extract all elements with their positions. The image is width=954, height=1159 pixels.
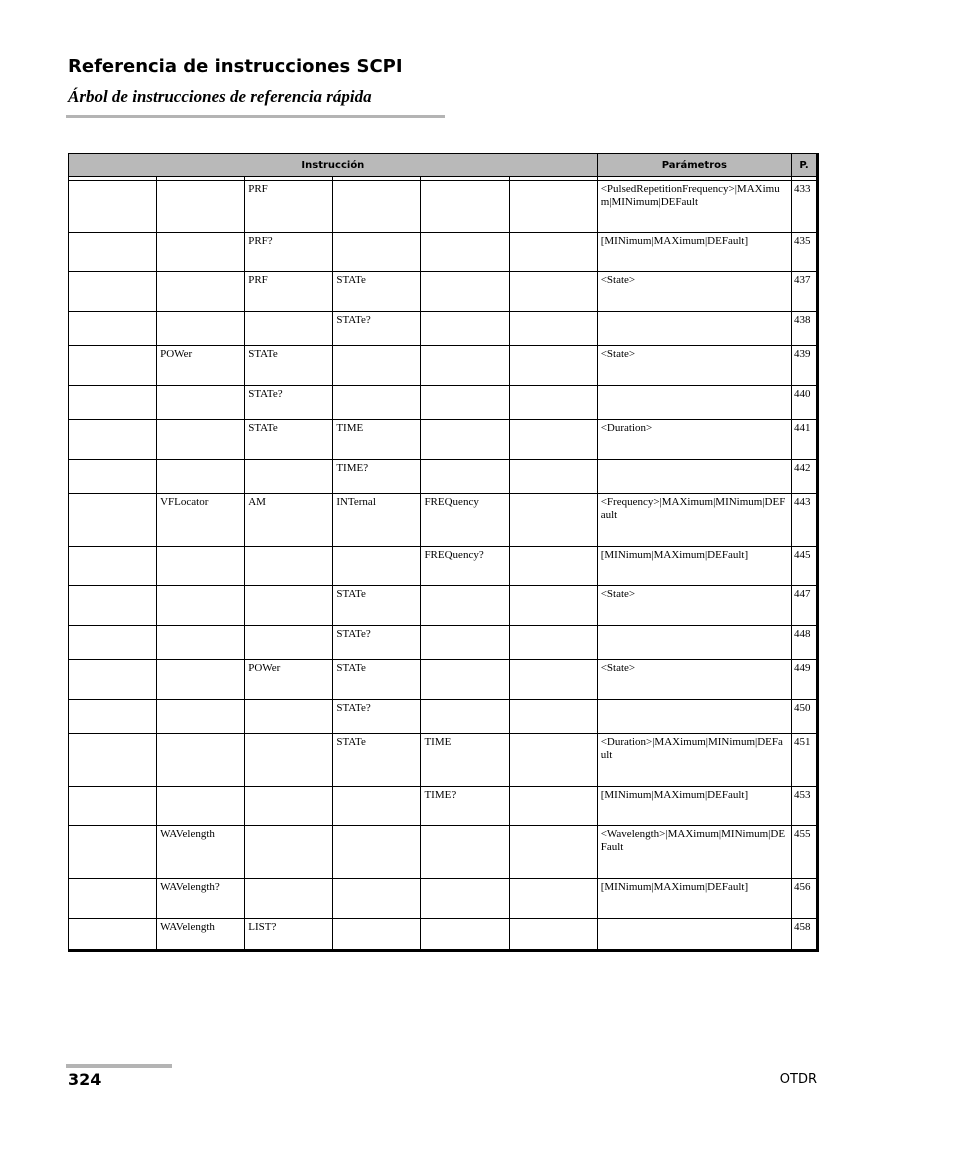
instruction-level-3-cell <box>245 700 333 734</box>
instruction-level-2-cell <box>157 700 245 734</box>
instruction-level-2-cell <box>157 787 245 826</box>
instruction-level-1-cell <box>69 826 157 879</box>
instruction-level-2-cell <box>157 272 245 312</box>
instruction-level-4-cell <box>333 787 421 826</box>
instruction-level-6-cell <box>509 272 597 312</box>
instruction-level-4-cell <box>333 919 421 951</box>
page-cell: 443 <box>791 494 817 547</box>
instruction-level-6-cell <box>509 420 597 460</box>
instruction-level-1-cell <box>69 660 157 700</box>
instruction-level-6-cell <box>509 586 597 626</box>
page-cell: 441 <box>791 420 817 460</box>
instruction-level-2-cell <box>157 734 245 787</box>
instruction-level-6-cell <box>509 312 597 346</box>
table-row <box>69 233 818 272</box>
instruction-level-5-cell <box>421 586 509 626</box>
instruction-level-4-cell <box>333 346 421 386</box>
table-row <box>69 826 818 879</box>
instruction-level-6-cell <box>509 826 597 879</box>
footer-rule <box>66 1064 172 1068</box>
instruction-level-1-cell <box>69 547 157 586</box>
instruction-level-4-cell <box>333 879 421 919</box>
instruction-level-5-cell: TIME? <box>421 787 509 826</box>
instruction-level-3-cell <box>245 547 333 586</box>
header-parameters: Parámetros <box>597 154 791 177</box>
instruction-level-3-cell <box>245 586 333 626</box>
parameters-cell: [MINimum|MAXimum|DEFault] <box>597 879 791 919</box>
instruction-level-1-cell <box>69 312 157 346</box>
table-header-row <box>69 154 818 177</box>
instruction-level-2-cell <box>157 547 245 586</box>
instruction-level-3-cell <box>245 787 333 826</box>
instruction-level-6-cell <box>509 626 597 660</box>
table-row <box>69 586 818 626</box>
instruction-level-6-cell <box>509 181 597 233</box>
parameters-cell <box>597 919 791 951</box>
instruction-level-3-cell: STATe <box>245 420 333 460</box>
header-instruction: Instrucción <box>69 154 598 177</box>
instruction-level-6-cell <box>509 547 597 586</box>
instruction-level-2-cell <box>157 420 245 460</box>
parameters-cell <box>597 386 791 420</box>
instruction-level-3-cell <box>245 312 333 346</box>
instruction-level-6-cell <box>509 660 597 700</box>
parameters-cell <box>597 312 791 346</box>
instruction-level-4-cell: STATe <box>333 272 421 312</box>
instruction-level-3-cell: AM <box>245 494 333 547</box>
instruction-level-2-cell <box>157 312 245 346</box>
parameters-cell: [MINimum|MAXimum|DEFault] <box>597 547 791 586</box>
instruction-level-1-cell <box>69 181 157 233</box>
page-cell: 439 <box>791 346 817 386</box>
instruction-level-4-cell <box>333 233 421 272</box>
instruction-level-6-cell <box>509 346 597 386</box>
parameters-cell: <State> <box>597 586 791 626</box>
parameters-cell: <PulsedRepetitionFrequency>|MAXimum|MINimum|DEFault <box>597 181 791 233</box>
parameters-cell: <State> <box>597 660 791 700</box>
instruction-level-5-cell <box>421 386 509 420</box>
instruction-level-4-cell: STATe? <box>333 626 421 660</box>
instruction-level-1-cell <box>69 460 157 494</box>
instruction-level-3-cell: PRF <box>245 272 333 312</box>
instruction-level-2-cell <box>157 586 245 626</box>
instruction-level-3-cell: PRF <box>245 181 333 233</box>
product-name: OTDR <box>779 1072 817 1087</box>
table-row <box>69 547 818 586</box>
table-row <box>69 272 818 312</box>
instruction-level-4-cell: TIME <box>333 420 421 460</box>
table-row <box>69 734 818 787</box>
table-row <box>69 494 818 547</box>
page-cell: 433 <box>791 181 817 233</box>
instruction-level-4-cell <box>333 386 421 420</box>
page-cell: 455 <box>791 826 817 879</box>
page-title: Referencia de instrucciones SCPI <box>68 56 403 77</box>
instruction-level-1-cell <box>69 346 157 386</box>
table-row <box>69 879 818 919</box>
instruction-level-5-cell <box>421 272 509 312</box>
parameters-cell: <Duration> <box>597 420 791 460</box>
page-number: 324 <box>68 1070 102 1089</box>
instruction-level-5-cell <box>421 420 509 460</box>
page-cell: 445 <box>791 547 817 586</box>
parameters-cell: [MINimum|MAXimum|DEFault] <box>597 787 791 826</box>
instruction-level-4-cell <box>333 547 421 586</box>
instruction-level-5-cell <box>421 181 509 233</box>
table-row <box>69 312 818 346</box>
instruction-level-5-cell <box>421 460 509 494</box>
page-cell: 447 <box>791 586 817 626</box>
table-row <box>69 181 818 233</box>
page-cell: 449 <box>791 660 817 700</box>
instruction-level-3-cell <box>245 879 333 919</box>
instruction-level-6-cell <box>509 787 597 826</box>
instruction-level-5-cell <box>421 700 509 734</box>
instruction-level-2-cell: WAVelength <box>157 826 245 879</box>
instruction-level-5-cell <box>421 626 509 660</box>
instruction-level-6-cell <box>509 233 597 272</box>
instruction-level-1-cell <box>69 272 157 312</box>
instruction-level-6-cell <box>509 734 597 787</box>
instruction-level-1-cell <box>69 700 157 734</box>
instruction-level-5-cell: TIME <box>421 734 509 787</box>
instruction-level-1-cell <box>69 494 157 547</box>
instruction-level-2-cell <box>157 386 245 420</box>
header-page: P. <box>791 154 817 177</box>
parameters-cell: <Frequency>|MAXimum|MINimum|DEFault <box>597 494 791 547</box>
parameters-cell <box>597 460 791 494</box>
instruction-level-6-cell <box>509 879 597 919</box>
table-body <box>69 177 818 951</box>
instruction-level-1-cell <box>69 879 157 919</box>
page-cell: 448 <box>791 626 817 660</box>
instruction-level-4-cell: INTernal <box>333 494 421 547</box>
instruction-level-3-cell: STATe? <box>245 386 333 420</box>
instruction-level-2-cell: WAVelength? <box>157 879 245 919</box>
instruction-level-4-cell: STATe <box>333 660 421 700</box>
page-cell: 458 <box>791 919 817 951</box>
instruction-level-4-cell: STATe <box>333 734 421 787</box>
parameters-cell: <State> <box>597 272 791 312</box>
table-row <box>69 700 818 734</box>
instruction-level-2-cell <box>157 460 245 494</box>
table-row <box>69 660 818 700</box>
instruction-level-1-cell <box>69 386 157 420</box>
instruction-table <box>68 153 819 952</box>
instruction-level-6-cell <box>509 460 597 494</box>
instruction-level-5-cell <box>421 660 509 700</box>
instruction-level-4-cell: STATe? <box>333 312 421 346</box>
instruction-level-6-cell <box>509 386 597 420</box>
instruction-level-6-cell <box>509 700 597 734</box>
table-row <box>69 420 818 460</box>
instruction-level-6-cell <box>509 494 597 547</box>
page-cell: 435 <box>791 233 817 272</box>
instruction-level-2-cell: WAVelength <box>157 919 245 951</box>
instruction-level-2-cell <box>157 660 245 700</box>
instruction-level-5-cell: FREQuency? <box>421 547 509 586</box>
instruction-level-5-cell: FREQuency <box>421 494 509 547</box>
instruction-level-3-cell <box>245 734 333 787</box>
parameters-cell: <Wavelength>|MAXimum|MINimum|DEFault <box>597 826 791 879</box>
header-rule <box>66 115 445 118</box>
instruction-level-5-cell <box>421 879 509 919</box>
instruction-level-1-cell <box>69 734 157 787</box>
instruction-level-5-cell <box>421 826 509 879</box>
page-cell: 437 <box>791 272 817 312</box>
instruction-level-3-cell: STATe <box>245 346 333 386</box>
table-row <box>69 787 818 826</box>
instruction-level-1-cell <box>69 787 157 826</box>
instruction-level-4-cell: STATe? <box>333 700 421 734</box>
instruction-level-3-cell <box>245 826 333 879</box>
instruction-level-1-cell <box>69 586 157 626</box>
table-row <box>69 460 818 494</box>
table-row <box>69 346 818 386</box>
parameters-cell: <Duration>|MAXimum|MINimum|DEFault <box>597 734 791 787</box>
table-row <box>69 919 818 951</box>
section-subtitle: Árbol de instrucciones de referencia rápida <box>68 87 372 106</box>
page-cell: 442 <box>791 460 817 494</box>
page-cell: 450 <box>791 700 817 734</box>
instruction-level-2-cell <box>157 181 245 233</box>
instruction-level-5-cell <box>421 312 509 346</box>
instruction-level-2-cell: POWer <box>157 346 245 386</box>
instruction-level-3-cell: POWer <box>245 660 333 700</box>
instruction-level-5-cell <box>421 919 509 951</box>
instruction-level-3-cell <box>245 460 333 494</box>
page-cell: 438 <box>791 312 817 346</box>
instruction-level-1-cell <box>69 919 157 951</box>
instruction-level-6-cell <box>509 919 597 951</box>
parameters-cell <box>597 700 791 734</box>
instruction-level-1-cell <box>69 233 157 272</box>
instruction-level-4-cell <box>333 181 421 233</box>
instruction-level-2-cell: VFLocator <box>157 494 245 547</box>
instruction-level-3-cell: LIST? <box>245 919 333 951</box>
table-row <box>69 386 818 420</box>
parameters-cell: [MINimum|MAXimum|DEFault] <box>597 233 791 272</box>
page-cell: 440 <box>791 386 817 420</box>
instruction-level-4-cell <box>333 826 421 879</box>
parameters-cell <box>597 626 791 660</box>
instruction-level-1-cell <box>69 626 157 660</box>
instruction-level-2-cell <box>157 626 245 660</box>
instruction-level-5-cell <box>421 233 509 272</box>
page-cell: 453 <box>791 787 817 826</box>
page-cell: 456 <box>791 879 817 919</box>
page-cell: 451 <box>791 734 817 787</box>
instruction-level-3-cell: PRF? <box>245 233 333 272</box>
instruction-level-1-cell <box>69 420 157 460</box>
instruction-level-2-cell <box>157 233 245 272</box>
table-row <box>69 626 818 660</box>
instruction-level-4-cell: TIME? <box>333 460 421 494</box>
instruction-level-5-cell <box>421 346 509 386</box>
instruction-level-3-cell <box>245 626 333 660</box>
parameters-cell: <State> <box>597 346 791 386</box>
instruction-level-4-cell: STATe <box>333 586 421 626</box>
